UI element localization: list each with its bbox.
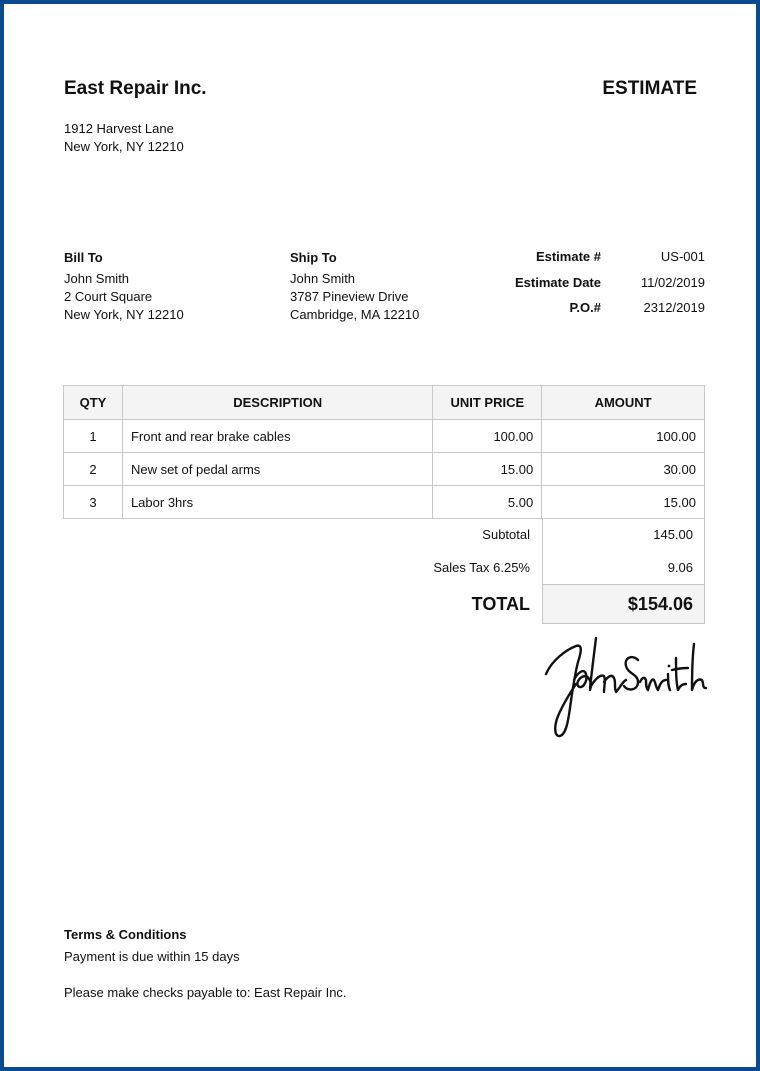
totals-block (384, 518, 705, 624)
meta-value: 2312/2019 (643, 300, 705, 315)
meta-row-estimate-number (444, 249, 705, 275)
company-address (64, 120, 184, 156)
meta-label: Estimate Date (515, 274, 601, 290)
meta-row-estimate-date (444, 275, 705, 301)
cell-amount: 100.00 (542, 420, 705, 453)
sales-tax-value: 9.06 (542, 551, 705, 584)
sales-tax-row (384, 551, 705, 584)
total-label: TOTAL (471, 593, 530, 614)
bill-to-line2: New York, NY 12210 (64, 307, 184, 322)
cell-unit-price: 100.00 (433, 420, 542, 453)
ship-to-line2: Cambridge, MA 12210 (290, 307, 420, 322)
cell-description: Front and rear brake cables (122, 420, 432, 453)
header-amount: AMOUNT (542, 386, 705, 420)
ship-to-block (290, 249, 419, 324)
ship-to-line1: 3787 Pineview Drive (290, 289, 409, 304)
cell-amount: 15.00 (542, 486, 705, 519)
header-qty: QTY (64, 386, 123, 420)
subtotal-label: Subtotal (482, 527, 530, 542)
meta-value: US-001 (660, 249, 705, 264)
cell-unit-price: 15.00 (433, 453, 542, 486)
total-row (384, 584, 705, 624)
meta-label: Estimate # (535, 249, 601, 264)
terms-section (64, 926, 347, 1002)
bill-to-block (64, 249, 184, 324)
bill-to-heading: Bill To (64, 250, 103, 265)
table-row (64, 420, 705, 453)
company-address-line2: New York, NY 12210 (64, 139, 184, 154)
cell-qty: 1 (64, 420, 123, 453)
estimate-meta (444, 249, 705, 326)
handwritten-signature (542, 636, 708, 740)
document-title: ESTIMATE (602, 78, 697, 99)
terms-line1: Payment is due within 15 days (64, 949, 240, 964)
meta-value: 11/02/2019 (640, 274, 705, 290)
ship-to-name: John Smith (290, 271, 356, 286)
company-name: East Repair Inc. (64, 78, 207, 99)
cell-qty: 3 (64, 486, 123, 519)
table-header-row (64, 386, 705, 420)
cell-description: Labor 3hrs (122, 486, 432, 519)
line-items-table (63, 385, 705, 519)
sales-tax-label: Sales Tax 6.25% (433, 560, 530, 575)
cell-unit-price: 5.00 (433, 486, 542, 519)
header-unit-price: UNIT PRICE (433, 386, 542, 420)
terms-line2: Please make checks payable to: East Repair Inc. (64, 985, 347, 1000)
header-description: DESCRIPTION (122, 386, 432, 420)
cell-qty: 2 (64, 453, 123, 486)
ship-to-heading: Ship To (290, 250, 337, 265)
bill-to-line1: 2 Court Square (64, 289, 153, 304)
meta-row-po-number (444, 300, 705, 326)
cell-description: New set of pedal arms (122, 453, 432, 486)
company-address-line1: 1912 Harvest Lane (64, 121, 174, 136)
subtotal-row (384, 518, 705, 551)
table-row (64, 486, 705, 519)
table-row (64, 453, 705, 486)
terms-heading: Terms & Conditions (64, 927, 187, 942)
subtotal-value: 145.00 (542, 518, 705, 551)
bill-to-name: John Smith (64, 271, 130, 286)
cell-amount: 30.00 (542, 453, 705, 486)
meta-label: P.O.# (569, 300, 601, 315)
total-value: $154.06 (542, 584, 705, 624)
